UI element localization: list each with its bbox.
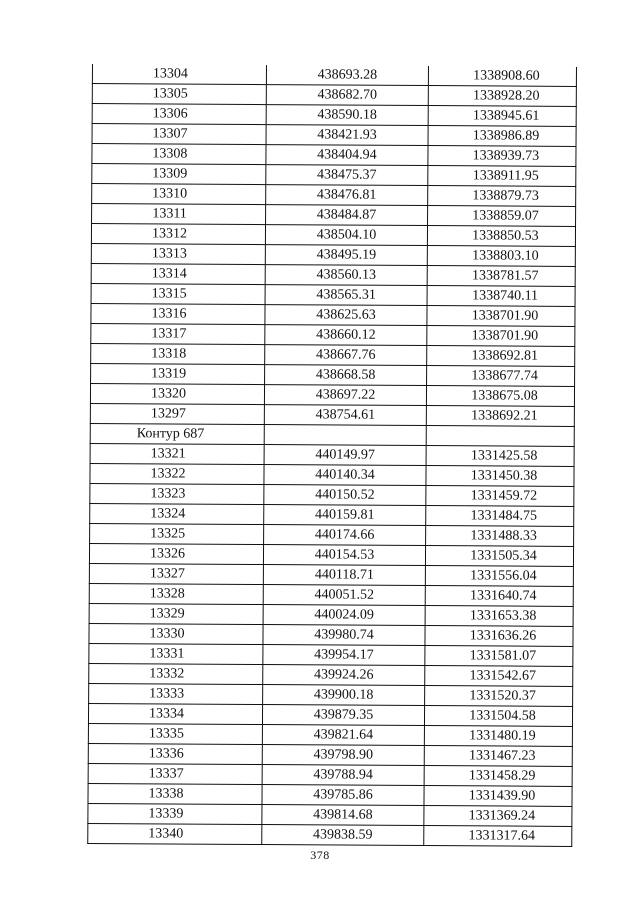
y-coordinate-cell: 1331581.07 bbox=[425, 646, 573, 667]
y-coordinate-cell: 1331439.90 bbox=[424, 786, 572, 807]
y-coordinate-cell: 1338740.11 bbox=[427, 286, 575, 307]
point-number-cell: 13305 bbox=[92, 84, 266, 105]
table-row bbox=[90, 383, 574, 406]
y-coordinate-cell: 1338939.73 bbox=[428, 146, 576, 167]
x-coordinate-cell: 438476.81 bbox=[266, 185, 428, 206]
y-coordinate-cell: 1331640.74 bbox=[425, 586, 573, 607]
y-coordinate-cell: 1331504.58 bbox=[424, 706, 572, 727]
y-coordinate-cell: 1331450.38 bbox=[426, 466, 574, 487]
y-coordinate-cell: 1338928.20 bbox=[428, 86, 576, 107]
point-number-cell: 13314 bbox=[91, 263, 265, 284]
point-number-cell: 13340 bbox=[88, 823, 262, 844]
point-number-cell: 13325 bbox=[90, 523, 264, 544]
x-coordinate-cell: 439798.90 bbox=[262, 745, 424, 766]
table-row bbox=[89, 543, 573, 566]
table-row bbox=[90, 523, 574, 546]
y-coordinate-cell: 1338879.73 bbox=[428, 186, 576, 207]
point-number-cell: Контур 687 bbox=[90, 423, 264, 444]
table-row bbox=[90, 483, 574, 506]
table-row bbox=[89, 603, 573, 626]
point-number-cell: 13317 bbox=[91, 323, 265, 344]
point-number-cell: 13329 bbox=[89, 603, 263, 624]
x-coordinate-cell: 440140.34 bbox=[264, 465, 426, 486]
x-coordinate-cell: 439788.94 bbox=[262, 765, 424, 786]
y-coordinate-cell: 1338859.07 bbox=[428, 206, 576, 227]
point-number-cell: 13320 bbox=[90, 383, 264, 404]
x-coordinate-cell: 438668.58 bbox=[265, 365, 427, 386]
x-coordinate-cell: 440024.09 bbox=[263, 605, 425, 626]
table-row bbox=[92, 144, 576, 167]
x-coordinate-cell: 440174.66 bbox=[264, 525, 426, 546]
point-number-cell: 13318 bbox=[91, 343, 265, 364]
y-coordinate-cell: 1338675.08 bbox=[426, 386, 574, 407]
table-row bbox=[91, 363, 575, 386]
table-row bbox=[91, 224, 575, 247]
table-row bbox=[88, 723, 572, 746]
coordinates-table-body bbox=[88, 64, 577, 846]
table-row bbox=[91, 343, 575, 366]
y-coordinate-cell: 1338908.60 bbox=[428, 66, 576, 86]
table-row bbox=[89, 683, 573, 706]
point-number-cell: 13333 bbox=[89, 683, 263, 704]
point-number-cell: 13311 bbox=[92, 204, 266, 225]
x-coordinate-cell: 440159.81 bbox=[264, 505, 426, 526]
y-coordinate-cell: 1331369.24 bbox=[424, 806, 572, 827]
x-coordinate-cell: 438693.28 bbox=[266, 65, 428, 85]
y-coordinate-cell: 1338986.89 bbox=[428, 126, 576, 147]
table-row bbox=[88, 823, 572, 846]
table-row bbox=[89, 643, 573, 666]
x-coordinate-cell: 438697.22 bbox=[264, 385, 426, 406]
page-number: 378 bbox=[310, 848, 330, 862]
x-coordinate-cell: 439924.26 bbox=[263, 665, 425, 686]
point-number-cell: 13312 bbox=[91, 224, 265, 245]
x-coordinate-cell: 439785.86 bbox=[262, 785, 424, 806]
point-number-cell: 13335 bbox=[88, 723, 262, 744]
x-coordinate-cell: 440051.52 bbox=[263, 585, 425, 606]
y-coordinate-cell: 1331542.67 bbox=[425, 666, 573, 687]
x-coordinate-cell: 438660.12 bbox=[265, 325, 427, 346]
y-coordinate-cell: 1338692.81 bbox=[427, 346, 575, 367]
table-row bbox=[92, 164, 576, 187]
table-row bbox=[89, 663, 573, 686]
table-row bbox=[88, 703, 572, 726]
x-coordinate-cell: 438404.94 bbox=[266, 145, 428, 166]
x-coordinate-cell: 438754.61 bbox=[264, 405, 426, 426]
point-number-cell: 13323 bbox=[90, 483, 264, 504]
point-number-cell: 13338 bbox=[88, 783, 262, 804]
y-coordinate-cell: 1331467.23 bbox=[424, 746, 572, 767]
point-number-cell: 13309 bbox=[92, 164, 266, 185]
x-coordinate-cell: 439980.74 bbox=[263, 625, 425, 646]
x-coordinate-cell: 438590.18 bbox=[266, 105, 428, 126]
y-coordinate-cell: 1331520.37 bbox=[425, 686, 573, 707]
point-number-cell: 13334 bbox=[88, 703, 262, 724]
table-row bbox=[88, 783, 572, 806]
point-number-cell: 13322 bbox=[90, 463, 264, 484]
point-number-cell: 13336 bbox=[88, 743, 262, 764]
x-coordinate-cell: 438625.63 bbox=[265, 305, 427, 326]
table-row bbox=[89, 583, 573, 606]
point-number-cell: 13339 bbox=[88, 803, 262, 824]
table-row bbox=[91, 243, 575, 266]
point-number-cell: 13326 bbox=[89, 543, 263, 564]
table-row bbox=[92, 204, 576, 227]
x-coordinate-cell: 440154.53 bbox=[263, 545, 425, 566]
x-coordinate-cell: 439838.59 bbox=[262, 825, 424, 846]
y-coordinate-cell: 1338911.95 bbox=[428, 166, 576, 187]
table-row bbox=[90, 503, 574, 526]
table-row bbox=[90, 403, 574, 426]
x-coordinate-cell: 439814.68 bbox=[262, 805, 424, 826]
table-row bbox=[91, 263, 575, 286]
point-number-cell: 13313 bbox=[91, 243, 265, 264]
y-coordinate-cell: 1331484.75 bbox=[426, 506, 574, 527]
x-coordinate-cell: 438495.19 bbox=[265, 245, 427, 266]
x-coordinate-cell: 438504.10 bbox=[265, 225, 427, 246]
point-number-cell: 13331 bbox=[89, 643, 263, 664]
x-coordinate-cell: 439879.35 bbox=[262, 705, 424, 726]
y-coordinate-cell: 1338945.61 bbox=[428, 106, 576, 127]
point-number-cell: 13310 bbox=[92, 184, 266, 205]
table-row bbox=[90, 463, 574, 486]
y-coordinate-cell: 1338850.53 bbox=[427, 226, 575, 247]
x-coordinate-cell: 438475.37 bbox=[266, 165, 428, 186]
point-number-cell: 13316 bbox=[91, 303, 265, 324]
x-coordinate-cell: 440118.71 bbox=[263, 565, 425, 586]
y-coordinate-cell: 1338803.10 bbox=[427, 246, 575, 267]
x-coordinate-cell: 438484.87 bbox=[266, 205, 428, 226]
table-row bbox=[89, 563, 573, 586]
x-coordinate-cell: 438667.76 bbox=[265, 345, 427, 366]
x-coordinate-cell: 439954.17 bbox=[263, 645, 425, 666]
x-coordinate-cell: 438421.93 bbox=[266, 125, 428, 146]
y-coordinate-cell bbox=[426, 426, 574, 447]
table-row bbox=[88, 763, 572, 786]
point-number-cell: 13332 bbox=[89, 663, 263, 684]
table-row bbox=[91, 323, 575, 346]
y-coordinate-cell: 1338701.90 bbox=[427, 306, 575, 327]
y-coordinate-cell: 1331488.33 bbox=[426, 526, 574, 547]
contour-header-row bbox=[90, 423, 574, 446]
y-coordinate-cell: 1331425.58 bbox=[426, 446, 574, 467]
x-coordinate-cell: 440149.97 bbox=[264, 445, 426, 466]
table-row bbox=[90, 443, 574, 466]
y-coordinate-cell: 1331317.64 bbox=[424, 826, 572, 847]
y-coordinate-cell: 1331480.19 bbox=[424, 726, 572, 747]
x-coordinate-cell: 440150.52 bbox=[264, 485, 426, 506]
point-number-cell: 13304 bbox=[92, 64, 266, 85]
x-coordinate-cell: 438560.13 bbox=[265, 265, 427, 286]
x-coordinate-cell: 439900.18 bbox=[263, 685, 425, 706]
point-number-cell: 13327 bbox=[89, 563, 263, 584]
y-coordinate-cell: 1331459.72 bbox=[426, 486, 574, 507]
coordinates-table bbox=[87, 64, 577, 847]
table-row bbox=[91, 283, 575, 306]
table-row bbox=[92, 124, 576, 147]
table-row bbox=[88, 743, 572, 766]
point-number-cell: 13297 bbox=[90, 403, 264, 424]
table-row bbox=[92, 64, 576, 86]
y-coordinate-cell: 1338701.90 bbox=[427, 326, 575, 347]
y-coordinate-cell: 1331653.38 bbox=[425, 606, 573, 627]
y-coordinate-cell: 1331505.34 bbox=[425, 546, 573, 567]
x-coordinate-cell: 439821.64 bbox=[262, 725, 424, 746]
x-coordinate-cell: 438565.31 bbox=[265, 285, 427, 306]
table-row bbox=[88, 803, 572, 826]
point-number-cell: 13308 bbox=[92, 144, 266, 165]
point-number-cell: 13307 bbox=[92, 124, 266, 145]
table-row bbox=[92, 104, 576, 127]
y-coordinate-cell: 1331556.04 bbox=[425, 566, 573, 587]
table-row bbox=[92, 184, 576, 207]
table-row bbox=[89, 623, 573, 646]
point-number-cell: 13324 bbox=[90, 503, 264, 524]
point-number-cell: 13337 bbox=[88, 763, 262, 784]
x-coordinate-cell bbox=[264, 425, 426, 446]
x-coordinate-cell: 438682.70 bbox=[266, 85, 428, 106]
point-number-cell: 13330 bbox=[89, 623, 263, 644]
y-coordinate-cell: 1338677.74 bbox=[427, 366, 575, 387]
y-coordinate-cell: 1338692.21 bbox=[426, 406, 574, 427]
point-number-cell: 13328 bbox=[89, 583, 263, 604]
y-coordinate-cell: 1338781.57 bbox=[427, 266, 575, 287]
y-coordinate-cell: 1331636.26 bbox=[425, 626, 573, 647]
point-number-cell: 13321 bbox=[90, 443, 264, 464]
point-number-cell: 13315 bbox=[91, 283, 265, 304]
point-number-cell: 13306 bbox=[92, 104, 266, 125]
table-row bbox=[91, 303, 575, 326]
table-row bbox=[92, 84, 576, 107]
point-number-cell: 13319 bbox=[91, 363, 265, 384]
y-coordinate-cell: 1331458.29 bbox=[424, 766, 572, 787]
